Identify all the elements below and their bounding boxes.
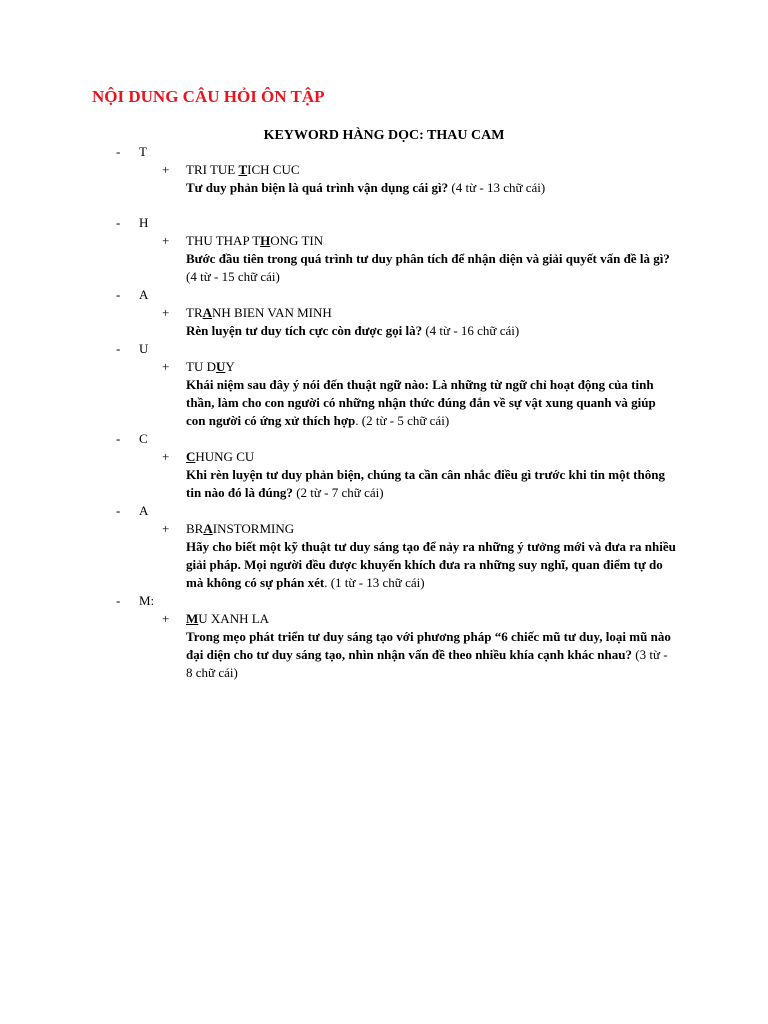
document-title: NỘI DUNG CÂU HỎI ÔN TẬP <box>92 87 325 106</box>
letter-line <box>0 214 768 232</box>
letter-line <box>0 286 768 304</box>
answer-after: NH BIEN VAN MINH <box>212 305 332 320</box>
plus-bullet: + <box>162 233 170 248</box>
answer-before: BR <box>186 521 204 536</box>
question-text <box>186 466 676 502</box>
question-body: Khi rèn luyện tư duy phản biện, chúng ta cần cân nhắc điều gì trước khi tin một thông tin nào đó là đúng? <box>186 467 665 500</box>
answer-highlight-letter: U <box>215 359 226 374</box>
spacer <box>0 197 768 214</box>
question-hint: (3 từ - 8 chữ cái) <box>186 647 668 680</box>
question-text <box>186 322 676 340</box>
question-hint: (4 từ - 16 chữ cái) <box>422 323 520 338</box>
plus-bullet: + <box>162 359 170 374</box>
question-hint: . (1 từ - 13 chữ cái) <box>324 575 425 590</box>
keyword-letter: A <box>139 503 149 518</box>
answer-line <box>0 610 768 628</box>
plus-bullet: + <box>162 305 170 320</box>
list-item <box>0 340 768 430</box>
dash-bullet: - <box>116 287 121 302</box>
plus-bullet: + <box>162 449 170 464</box>
dash-bullet: - <box>116 144 121 159</box>
question-text <box>186 250 676 286</box>
dash-bullet: - <box>116 503 121 518</box>
answer-text <box>186 304 332 322</box>
keyword-letter: C <box>139 431 148 446</box>
keyword-letter: U <box>139 341 149 356</box>
answer-before: TU D <box>186 359 216 374</box>
keyword-letter: M: <box>139 593 155 608</box>
question-hint: (4 từ - 15 chữ cái) <box>186 269 280 284</box>
answer-highlight-letter: M <box>186 611 199 626</box>
letter-line <box>0 430 768 448</box>
question-text <box>186 628 676 682</box>
answer-after: HUNG CU <box>195 449 255 464</box>
answer-text <box>186 520 294 538</box>
answer-line <box>0 304 768 322</box>
dash-bullet: - <box>116 341 121 356</box>
answer-text <box>186 232 323 250</box>
keyword-letter: T <box>139 144 147 159</box>
dash-bullet: - <box>116 593 121 608</box>
answer-highlight-letter: H <box>260 233 271 248</box>
answer-highlight-letter: A <box>202 305 213 320</box>
answer-line <box>0 520 768 538</box>
answer-after: ICH CUC <box>247 162 300 177</box>
letter-line <box>0 143 768 161</box>
letter-line <box>0 592 768 610</box>
question-body: Khái niệm sau đây ý nói đến thuật ngữ nào: Là những từ ngữ chỉ hoạt động của tinh thần, làm cho con người có những nhận thức đúng đắn về sự vật xung quanh và giúp con người có ứng xử thích hợp <box>186 377 656 428</box>
keyword-letter: A <box>139 287 149 302</box>
answer-after: ONG TIN <box>270 233 324 248</box>
question-hint: (4 từ - 13 chữ cái) <box>448 180 546 195</box>
answer-highlight-letter: A <box>203 521 213 536</box>
answer-text <box>186 161 300 179</box>
answer-highlight-letter: T <box>238 162 248 177</box>
answer-before: THU THAP T <box>186 233 261 248</box>
question-body: Tư duy phản biện là quá trình vận dụng cái gì? <box>186 180 449 195</box>
plus-bullet: + <box>162 611 170 626</box>
answer-line <box>0 358 768 376</box>
list-item <box>0 502 768 592</box>
question-body: Bước đầu tiên trong quá trình tư duy phân tích để nhận diện và giải quyết vấn đề là gì? <box>186 251 670 266</box>
keyword-letter: H <box>139 215 149 230</box>
question-text <box>186 538 676 592</box>
answer-line <box>0 161 768 179</box>
letter-line <box>0 502 768 520</box>
question-text <box>186 376 676 430</box>
question-hint: (2 từ - 7 chữ cái) <box>292 485 384 500</box>
answer-before: TR <box>186 305 203 320</box>
letter-line <box>0 340 768 358</box>
answer-after: INSTORMING <box>212 521 295 536</box>
answer-after: Y <box>225 359 235 374</box>
plus-bullet: + <box>162 521 170 536</box>
answer-text <box>186 448 254 466</box>
list-item <box>0 430 768 502</box>
answer-text <box>186 610 269 628</box>
question-body: Trong mẹo phát triển tư duy sáng tạo với phương pháp “6 chiếc mũ tư duy, loại mũ nào đại diện cho tư duy sáng tạo, nhìn nhận vấn đề theo nhiều khía cạnh khác nhau? <box>186 629 671 662</box>
keyword-heading: KEYWORD HÀNG DỌC: THAU CAM <box>263 128 505 143</box>
list-item <box>0 286 768 340</box>
dash-bullet: - <box>116 215 121 230</box>
answer-text <box>186 358 235 376</box>
list-item <box>0 592 768 682</box>
question-hint: . (2 từ - 5 chữ cái) <box>355 413 450 428</box>
dash-bullet: - <box>116 431 121 446</box>
answer-line <box>0 232 768 250</box>
entry-list <box>0 143 768 682</box>
answer-line <box>0 448 768 466</box>
list-item <box>0 143 768 197</box>
question-body: Hãy cho biết một kỹ thuật tư duy sáng tạo để nảy ra những ý tưởng mới và đưa ra nhiều giải pháp. Mọi người đều được khuyến khích đưa ra những suy nghĩ, quan điểm tự do mà không có sự phán xét <box>186 539 676 590</box>
list-item <box>0 214 768 286</box>
answer-before: TRI TUE <box>186 162 239 177</box>
question-body: Rèn luyện tư duy tích cực còn được gọi là? <box>186 323 423 338</box>
answer-highlight-letter: C <box>186 449 196 464</box>
answer-after: U XANH LA <box>198 611 270 626</box>
question-text <box>186 179 676 197</box>
plus-bullet: + <box>162 162 170 177</box>
